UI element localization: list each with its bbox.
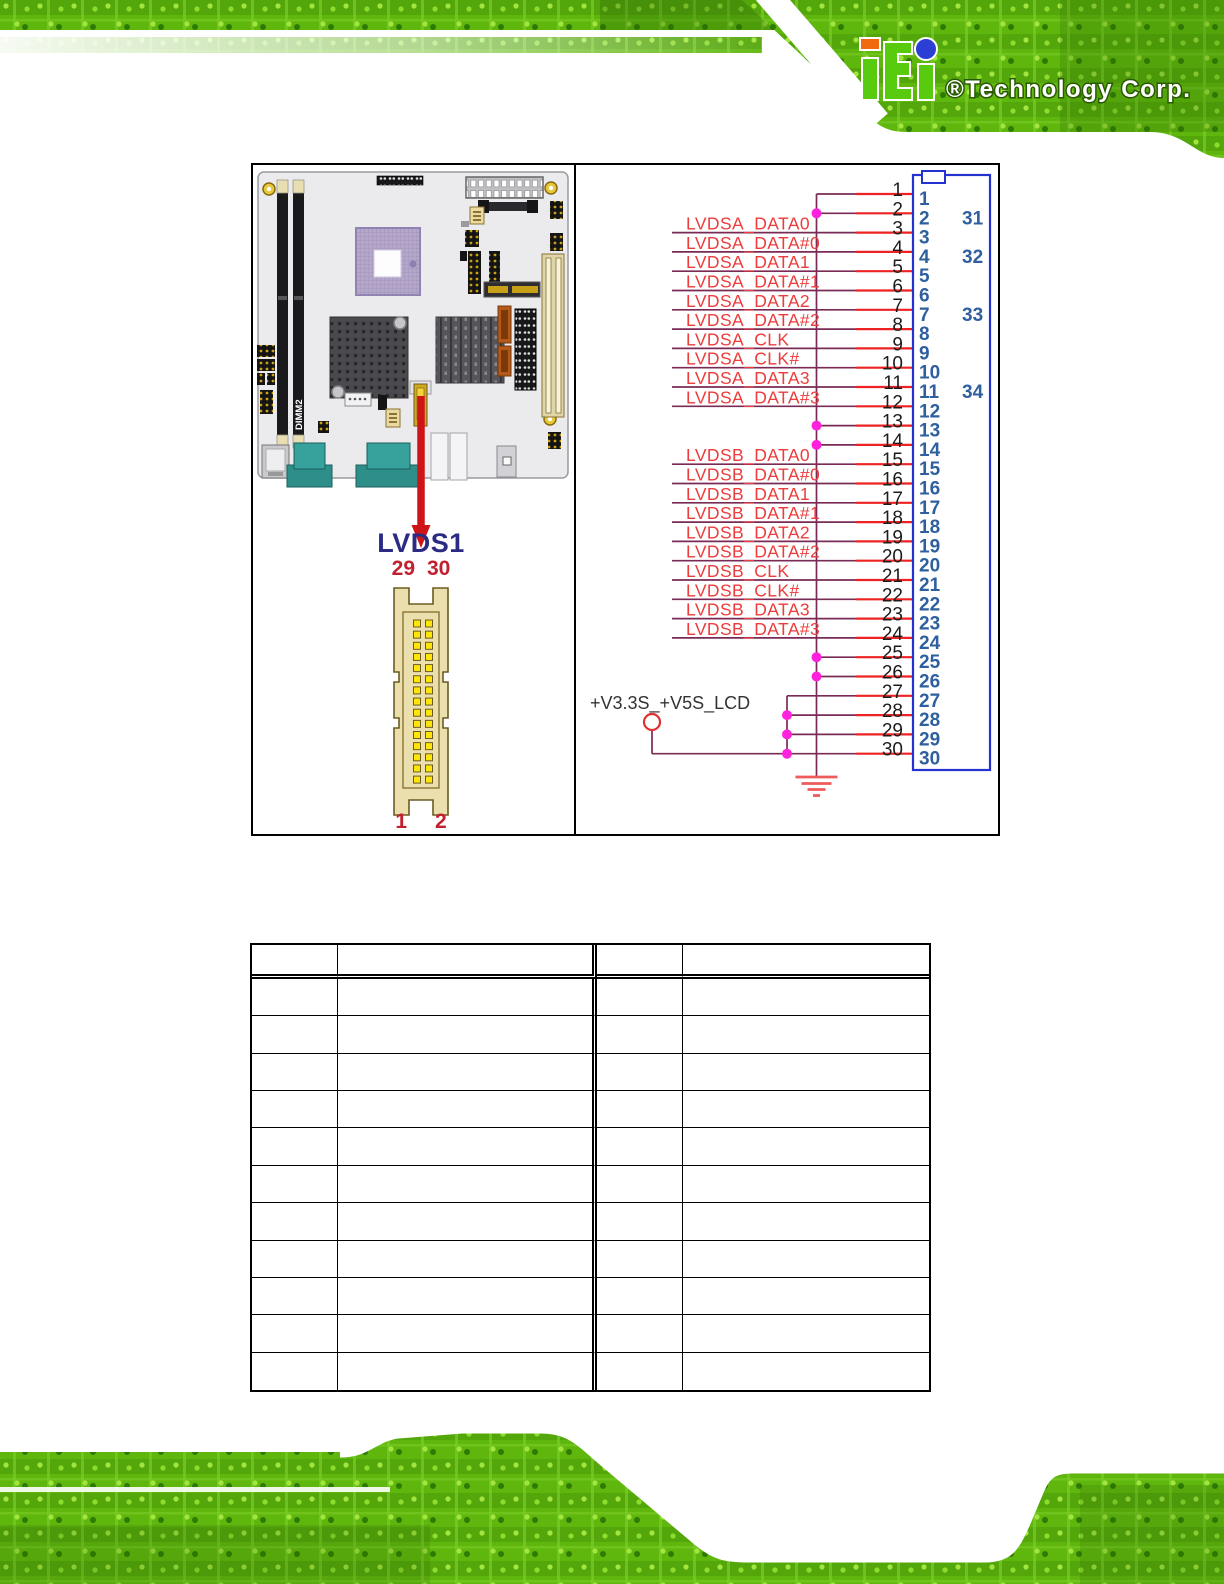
table-cell	[683, 1054, 929, 1091]
pin-number-left: 26	[881, 662, 903, 684]
table-cell	[597, 1203, 683, 1240]
pin-number-left: 12	[881, 392, 903, 414]
pin-number-inside: 8	[919, 324, 930, 346]
mount-pin-number: 34	[962, 382, 984, 403]
pin30-label: 30	[427, 557, 451, 580]
junction-dot	[812, 652, 822, 662]
pin-number-inside: 23	[919, 613, 941, 635]
signal-label: LVDSA_CLK	[686, 329, 790, 350]
table-cell	[683, 1166, 929, 1203]
table-cell	[338, 1241, 597, 1278]
ground-symbol	[796, 777, 838, 796]
ide-connector	[515, 309, 536, 390]
pin-summary-table	[250, 943, 931, 1392]
pin-number-inside: 29	[919, 729, 941, 751]
table-cell	[338, 1128, 597, 1165]
signal-label: LVDSB_DATA2	[686, 522, 811, 543]
pin-number-inside: 21	[919, 575, 941, 596]
signal-label: LVDSA_DATA1	[686, 252, 811, 273]
pin-number-inside: 11	[919, 382, 940, 403]
pin1-label: 1	[395, 810, 407, 833]
table-cell	[683, 979, 929, 1016]
table-cell	[683, 1128, 929, 1165]
table-cell	[597, 1241, 683, 1278]
table-cell	[338, 1091, 597, 1128]
table-cell	[338, 1315, 597, 1352]
cpu-socket	[356, 228, 420, 295]
lvds1-connector-drawing	[386, 584, 456, 820]
table-cell	[597, 1353, 683, 1390]
pin-number-left: 10	[881, 353, 903, 375]
pin-number-left: 27	[881, 681, 903, 703]
mini-card-slot	[484, 282, 540, 297]
dimm-slot-1	[277, 180, 288, 448]
pin-number-inside: 18	[919, 517, 941, 539]
table-cell	[252, 1128, 338, 1165]
heatsink-large	[330, 317, 408, 398]
pin-number-left: 29	[881, 720, 903, 742]
audio-jack	[497, 446, 516, 477]
pin-number-inside: 24	[919, 632, 941, 654]
pin-number-left: 22	[881, 585, 903, 607]
pin-number-inside: 27	[919, 690, 941, 712]
pin-number-inside: 7	[919, 304, 930, 326]
junction-dot	[812, 208, 822, 218]
signal-label: LVDSB_CLK#	[686, 580, 800, 601]
table-cell	[338, 1054, 597, 1091]
sata-connectors	[498, 306, 511, 376]
pin-number-left: 20	[881, 546, 903, 568]
signal-label: LVDSB_DATA#2	[686, 541, 821, 562]
pin-number-left: 24	[881, 623, 903, 645]
pin-number-left: 11	[883, 373, 903, 394]
table-cell	[252, 1315, 338, 1352]
pin-number-inside: 26	[919, 671, 941, 693]
pin-number-left: 5	[892, 257, 903, 279]
table-cell	[338, 1016, 597, 1053]
table-cell	[597, 1128, 683, 1165]
power-net-label: +V3.3S_+V5S_LCD	[590, 693, 751, 713]
pin-number-left: 6	[892, 276, 903, 298]
pin-number-inside: 22	[919, 594, 941, 616]
io-gray-connector	[262, 445, 289, 478]
pin-number-inside: 28	[919, 710, 941, 732]
junction-dot	[812, 421, 822, 431]
table-header-cell	[597, 945, 683, 979]
mount-pin-number: 32	[962, 246, 984, 268]
pin-number-left: 16	[881, 469, 903, 491]
front-panel-header	[377, 176, 423, 185]
figure-panel-divider	[574, 165, 576, 834]
table-cell	[683, 1315, 929, 1352]
signal-label: LVDSB_DATA3	[686, 599, 811, 620]
table-cell	[252, 1353, 338, 1390]
signal-label: LVDSB_DATA0	[686, 445, 811, 466]
jumper-header	[378, 395, 387, 410]
signal-label: LVDSB_CLK	[686, 561, 790, 581]
pin-number-left: 14	[881, 430, 903, 452]
pin-number-inside: 16	[919, 478, 941, 500]
pin-number-inside: 12	[919, 401, 941, 423]
pin-number-inside: 9	[919, 343, 930, 365]
table-cell	[597, 1278, 683, 1315]
pin-number-inside: 25	[919, 652, 941, 674]
pin-number-left: 8	[892, 315, 903, 337]
pin-number-left: 18	[881, 508, 903, 530]
table-cell	[597, 1016, 683, 1053]
pin-number-inside: 2	[919, 208, 930, 230]
pin-number-left: 28	[881, 701, 903, 723]
signal-label: LVDSA_DATA#1	[686, 271, 821, 292]
pin-number-inside: 17	[919, 497, 941, 519]
pin-number-left: 15	[881, 450, 903, 472]
pin-number-left: 30	[881, 739, 903, 761]
mount-pin-number: 31	[962, 208, 984, 230]
pin-number-left: 2	[892, 199, 903, 221]
table-cell	[252, 1091, 338, 1128]
junction-dot	[812, 672, 822, 682]
junction-dot	[812, 440, 822, 450]
signal-label: LVDSB_DATA#3	[686, 618, 821, 639]
table-cell	[338, 1353, 597, 1390]
pin-number-left: 19	[881, 527, 903, 549]
mount-pin-number: 33	[962, 304, 984, 326]
fan-header	[345, 393, 371, 406]
pin-number-inside: 4	[919, 246, 930, 268]
pin29-label: 29	[391, 557, 415, 580]
table-cell	[252, 1241, 338, 1278]
table-cell	[683, 1091, 929, 1128]
connector-top-pin-numbers	[371, 557, 471, 581]
footer-thin-white-line	[0, 1487, 390, 1492]
iei-logo	[860, 38, 937, 100]
pin-number-inside: 6	[919, 285, 930, 307]
dimm2-label: DIMM2	[294, 399, 305, 430]
table-cell	[597, 1166, 683, 1203]
table-header-cell	[338, 945, 597, 979]
table-cell	[597, 1091, 683, 1128]
table-header-cell	[252, 945, 338, 979]
beige-header	[386, 409, 400, 427]
junction-dot	[782, 729, 792, 739]
signal-label: LVDSB_DATA1	[686, 483, 811, 504]
table-cell	[252, 1278, 338, 1315]
signal-label: LVDSA_DATA2	[686, 290, 811, 311]
table-cell	[683, 1016, 929, 1053]
connector-title: LVDS1	[377, 528, 465, 558]
pin-number-inside: 14	[919, 439, 941, 461]
pin-number-left: 13	[881, 411, 903, 433]
table-cell	[338, 1166, 597, 1203]
pin2-label: 2	[435, 810, 447, 833]
pin-number-left: 21	[881, 566, 903, 587]
junction-dot	[782, 749, 792, 759]
pcb-header-image	[0, 0, 1224, 160]
pin-number-inside: 19	[919, 536, 941, 558]
pin-number-inside: 10	[919, 362, 941, 384]
pin-number-inside: 30	[919, 748, 941, 770]
table-cell	[683, 1241, 929, 1278]
pin-number-left: 17	[881, 488, 903, 510]
signal-label: LVDSA_CLK#	[686, 348, 800, 369]
signal-label: LVDSA_DATA#0	[686, 232, 821, 253]
table-cell	[683, 1353, 929, 1390]
pin-number-left: 3	[892, 218, 903, 240]
pci-slot	[542, 254, 564, 417]
table-cell	[252, 1054, 338, 1091]
table-cell	[338, 1203, 597, 1240]
pin-number-left: 4	[892, 237, 903, 259]
signal-label: LVDSB_DATA#0	[686, 464, 821, 485]
logo-company-text: ®Technology Corp.	[946, 76, 1192, 103]
signal-label: LVDSA_DATA#2	[686, 310, 821, 331]
pin-number-inside: 20	[919, 555, 941, 577]
table-cell	[252, 1016, 338, 1053]
table-cell	[683, 1278, 929, 1315]
table-cell	[597, 1315, 683, 1352]
table-cell	[597, 979, 683, 1016]
pin-number-left: 7	[892, 295, 903, 317]
table-cell	[252, 1166, 338, 1203]
connector-bottom-pin-numbers	[371, 810, 471, 834]
junction-dot	[782, 710, 792, 720]
pin-number-inside: 5	[919, 266, 930, 288]
pin-number-inside: 13	[919, 420, 941, 442]
pin-number-inside: 3	[919, 227, 930, 249]
heatsink-small	[436, 317, 504, 383]
pin-number-left: 25	[881, 643, 903, 665]
pcb-footer-image	[0, 1425, 1224, 1584]
pin-number-inside: 1	[919, 189, 930, 210]
vga-connector	[287, 443, 332, 487]
lvds1-schematic	[578, 166, 998, 834]
signal-label: LVDSA_DATA0	[686, 213, 811, 234]
table-cell	[252, 979, 338, 1016]
pin-number-left: 9	[892, 334, 903, 356]
pin-number-left: 23	[881, 604, 903, 626]
table-cell	[683, 1203, 929, 1240]
signal-label: LVDSA_DATA3	[686, 368, 811, 388]
table-cell	[338, 979, 597, 1016]
connector-key-notch	[922, 171, 945, 183]
table-header-cell	[683, 945, 929, 979]
table-cell	[597, 1054, 683, 1091]
signal-label: LVDSA_DATA#3	[686, 387, 821, 408]
signal-label: LVDSB_DATA#1	[686, 503, 821, 524]
table-cell	[252, 1203, 338, 1240]
atx-power-connector	[466, 177, 543, 198]
table-cell	[338, 1278, 597, 1315]
pin-number-left: 1	[892, 180, 903, 201]
pin-number-inside: 15	[919, 459, 941, 481]
